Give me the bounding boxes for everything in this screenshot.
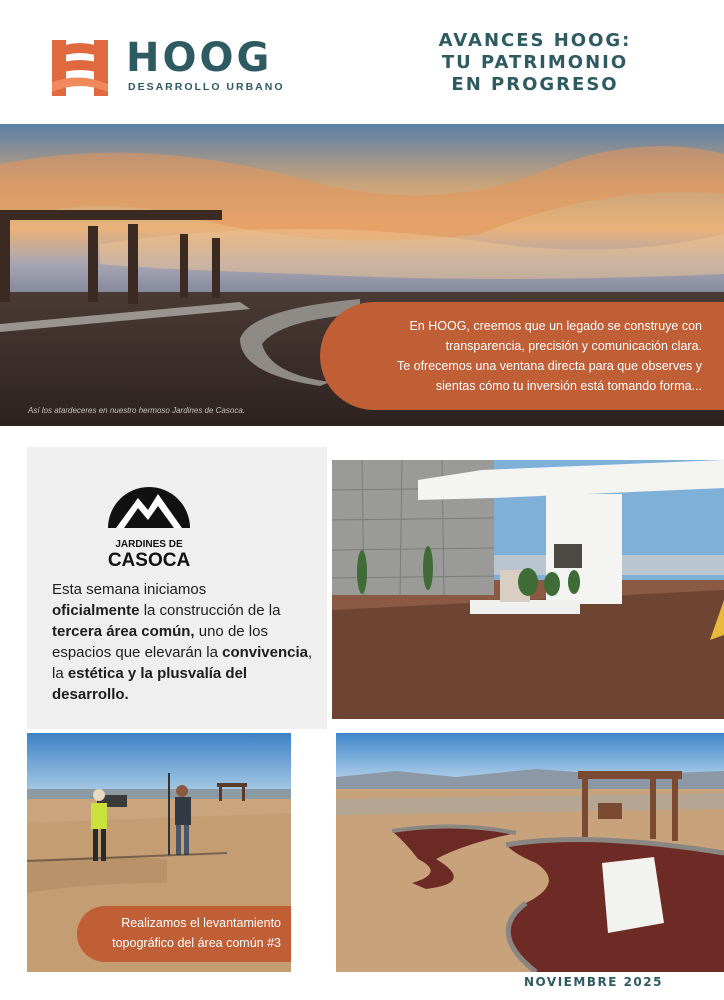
entrance-gate-photo bbox=[332, 460, 724, 719]
hero-callout-line-3: Te ofrecemos una ventana directa para que observes y bbox=[396, 359, 702, 373]
jardines-de-casoca-logo bbox=[104, 470, 194, 571]
title-line-2: TU PATRIMONIO bbox=[441, 52, 629, 73]
title-line-3: EN PROGRESO bbox=[451, 74, 619, 95]
hoog-h-mark-icon bbox=[50, 36, 112, 100]
casoca-logo-line-1: JARDINES DE bbox=[115, 539, 183, 550]
announcement-bold-2: tercera área común, bbox=[52, 623, 195, 640]
survey-callout bbox=[77, 906, 291, 962]
brand-tagline: DESARROLLO URBANO bbox=[128, 81, 285, 93]
survey-callout-line-1: Realizamos el levantamiento bbox=[121, 916, 281, 930]
newsletter-title bbox=[410, 30, 660, 96]
issue-date: NOVIEMBRE 2025 bbox=[524, 975, 663, 989]
hero-intro-callout bbox=[320, 302, 724, 410]
casoca-logo-line-2: CASOCA bbox=[107, 550, 191, 571]
hero-callout-line-2: transparencia, precisión y comunicación clara. bbox=[445, 339, 702, 353]
hero-callout-line-4: sientas cómo tu inversión está tomando forma... bbox=[435, 379, 702, 393]
announcement-text-4: , la bbox=[52, 644, 313, 682]
construction-announcement bbox=[52, 579, 317, 705]
hero-photo-caption: Así los atardeceres en nuestro hermoso Jardines de Casoca. bbox=[28, 406, 246, 415]
hero-callout-line-1: En HOOG, creemos que un legado se construye con bbox=[409, 319, 702, 333]
announcement-text-3: uno de los espacios que elevarán la bbox=[52, 623, 268, 661]
announcement-text-1: Esta semana iniciamos bbox=[52, 581, 207, 598]
announcement-bold-1: oficialmente bbox=[52, 602, 140, 619]
announcement-text-2: la construcción de la bbox=[139, 602, 281, 619]
announcement-bold-3: convivencia bbox=[222, 644, 309, 661]
title-line-1: AVANCES HOOG: bbox=[438, 30, 632, 51]
survey-callout-line-2: topográfico del área común #3 bbox=[112, 936, 281, 950]
brand-name: HOOG bbox=[126, 35, 273, 81]
garden-path-photo bbox=[336, 733, 724, 972]
mountain-emblem-icon bbox=[104, 470, 194, 532]
announcement-bold-4: estética y la plusvalía del desarrollo. bbox=[52, 665, 248, 703]
